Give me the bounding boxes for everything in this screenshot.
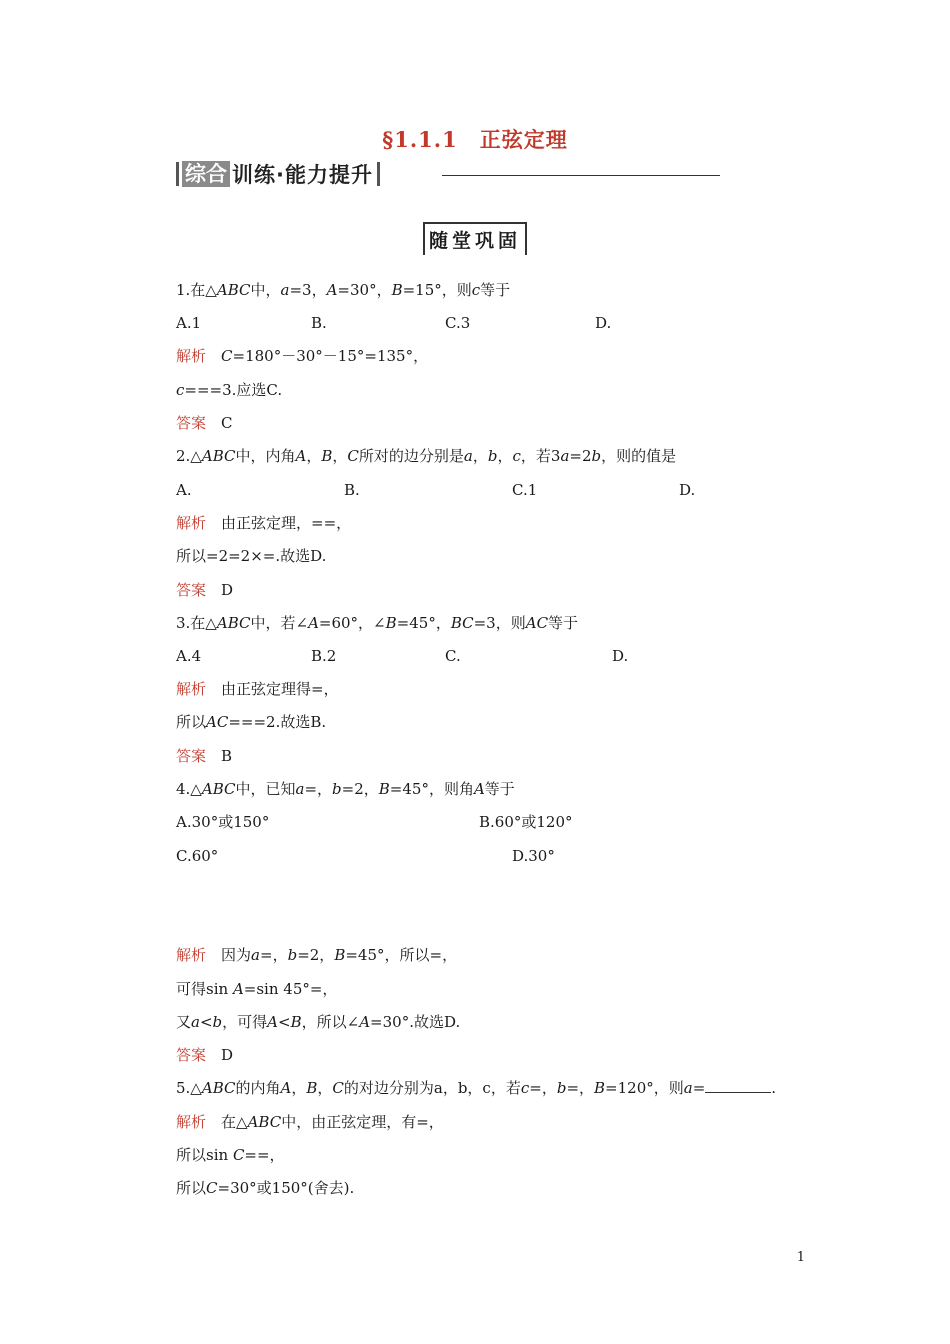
question-4-answer: 答案 D (176, 1046, 234, 1064)
question-2-analysis-1: 解析 由正弦定理，==， (176, 514, 352, 532)
question-3-option-c: C. (445, 647, 461, 665)
analysis-label: 解析 (176, 347, 207, 365)
question-3-stem: 3.在△ABC中，若∠A=60°，∠B=45°，BC=3，则AC等于 (176, 614, 579, 632)
question-1-stem: 1.在△ABC中，a=3，A=30°，B=15°，则c等于 (176, 281, 511, 299)
banner-rule (442, 175, 720, 176)
question-5-analysis-1: 解析 在△ABC中，由正弦定理，有=， (176, 1113, 444, 1131)
question-3-analysis-1: 解析 由正弦定理得=， (176, 680, 339, 698)
banner-text: 训练·能力提升 (232, 163, 373, 187)
section-heading (0, 222, 950, 255)
answer-label: 答案 (176, 747, 207, 765)
question-1-answer: 答案 C (176, 414, 233, 432)
answer-label: 答案 (176, 1046, 207, 1064)
question-2-answer: 答案 D (176, 581, 234, 599)
banner-right-bar (377, 162, 380, 186)
answer-label: 答案 (176, 581, 207, 599)
analysis-label: 解析 (176, 946, 207, 964)
question-2-stem: 2.△ABC中，内角A，B，C所对的边分别是a，b，c，若3a=2b，则的值是 (176, 447, 677, 465)
question-3-analysis-2: 所以AC===2.故选B. (176, 713, 327, 731)
question-3-option-d: D. (612, 647, 629, 665)
question-1-option-d: D. (595, 314, 612, 332)
question-4-option-a: A.30°或150° (176, 813, 270, 831)
question-2-option-d: D. (679, 481, 696, 499)
banner-left-bar (176, 162, 179, 186)
question-2-option-c: C.1 (512, 481, 538, 499)
analysis-label: 解析 (176, 1113, 207, 1131)
question-2-option-b: B. (344, 481, 360, 499)
question-5-analysis-2: 所以sin C==， (176, 1146, 285, 1164)
question-4-option-c: C.60° (176, 847, 219, 865)
question-1-analysis-2: c===3.应选C. (176, 381, 283, 399)
question-5-stem: 5.△ABC的内角A，B，C的对边分别为a，b，c，若c=，b=，B=120°，则a= . (176, 1079, 777, 1097)
answer-blank (705, 1078, 771, 1093)
section-banner (176, 160, 380, 188)
question-3-option-b: B.2 (311, 647, 337, 665)
question-4-stem: 4.△ABC中，已知a=，b=2，B=45°，则角A等于 (176, 780, 515, 798)
page-number: 1 (796, 1250, 805, 1265)
question-5-analysis-3: 所以C=30°或150°(舍去). (176, 1179, 355, 1197)
analysis-label: 解析 (176, 680, 207, 698)
question-4-option-b: B.60°或120° (479, 813, 573, 831)
question-2-analysis-2: 所以=2=2×=.故选D. (176, 547, 327, 565)
question-1-option-c: C.3 (445, 314, 471, 332)
question-1-analysis-1: 解析 C=180°－30°－15°=135°， (176, 347, 429, 365)
question-2-option-a: A. (176, 481, 192, 499)
question-4-analysis-3: 又a<b，可得A<B，所以∠A=30°.故选D. (176, 1013, 461, 1031)
page-title: §1.1.1 正弦定理 (382, 127, 568, 152)
question-1-option-a: A.1 (176, 314, 202, 332)
question-4-analysis-1: 解析 因为a=，b=2，B=45°，所以=， (176, 946, 458, 964)
banner-highlight: 综合 (182, 161, 230, 187)
question-1-option-b: B. (311, 314, 327, 332)
answer-label: 答案 (176, 414, 207, 432)
question-4-analysis-2: 可得sin A=sin 45°=， (176, 980, 338, 998)
analysis-label: 解析 (176, 514, 207, 532)
question-3-option-a: A.4 (176, 647, 202, 665)
section-heading-text: 随堂巩固 (423, 222, 527, 255)
question-4-option-d: D.30° (512, 847, 555, 865)
question-3-answer: 答案 B (176, 747, 233, 765)
